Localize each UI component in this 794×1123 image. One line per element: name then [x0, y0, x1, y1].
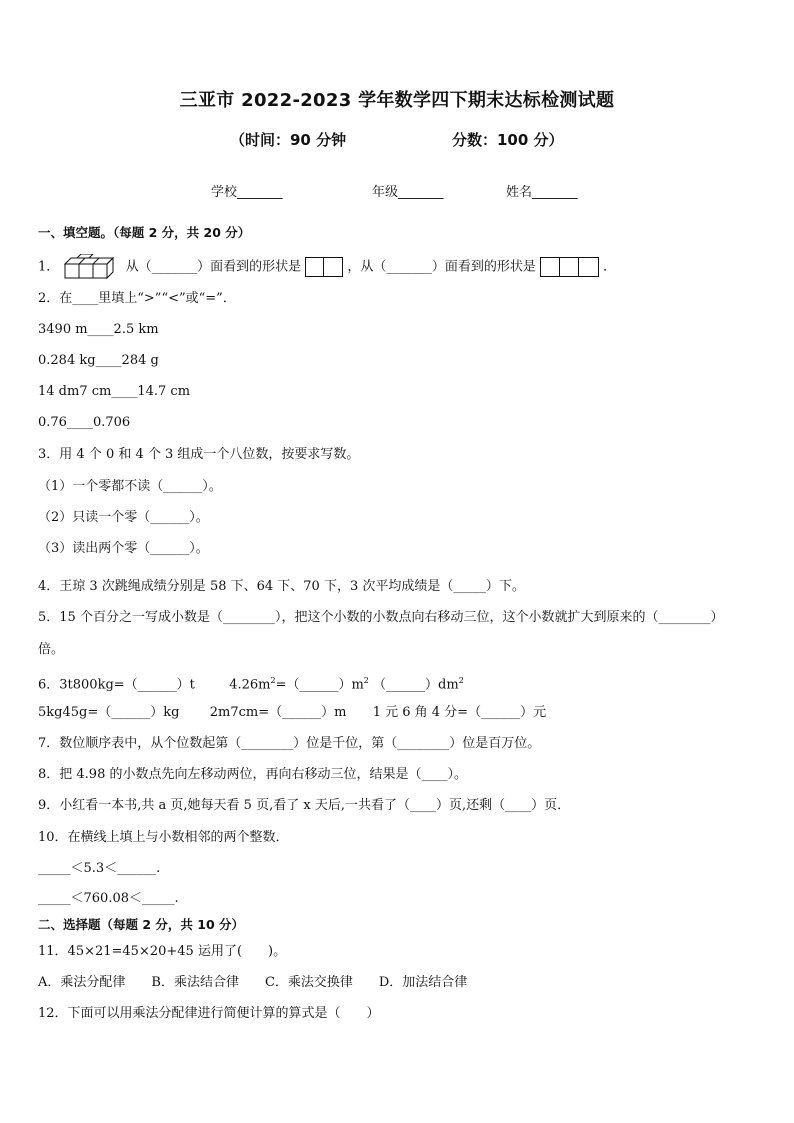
question-4: 4．王琼 3 次跳绳成绩分别是 58 下、64 下、70 下，3 次平均成绩是（_____）下。	[38, 579, 525, 594]
question-5-cont: 倍。	[38, 642, 65, 657]
exam-time: （时间：90 分钟	[230, 131, 347, 149]
exam-score: 分数：100 分）	[452, 131, 564, 149]
q1-text-c: ．	[603, 259, 617, 275]
grade-field[interactable]: 年级_______	[372, 185, 444, 200]
question-3-b: （2）只读一个零（______）。	[38, 510, 209, 525]
question-6-row1	[38, 672, 464, 694]
question-2-a: 3490 m____2.5 km	[38, 322, 159, 337]
question-2-b: 0.284 kg____284 g	[38, 353, 159, 368]
section1-heading: 一、填空题。（每题 2 分，共 20 分）	[38, 225, 251, 240]
question-2-c: 14 dm7 cm____14.7 cm	[38, 384, 191, 399]
question-7: 7．数位顺序表中，从个位数起第（________）位是千位，第（________）位是百万位。	[38, 736, 541, 751]
question-1	[38, 254, 616, 280]
q6-b1: 5kg45g=（______）kg	[38, 705, 180, 720]
question-10-b: _____＜760.08＜_____.	[38, 891, 179, 906]
three-square-shape-icon	[540, 257, 599, 277]
q6-a3: =（______）m	[275, 677, 364, 693]
q1-number: 1．	[38, 259, 60, 275]
question-3-stem: 3．用 4 个 0 和 4 个 3 组成一个八位数，按要求写数。	[38, 447, 360, 462]
q6-a2: 4.26m	[229, 677, 271, 693]
question-3-a: （1）一个零都不读（______）。	[38, 479, 222, 494]
question-11: 11．45×21=45×20+45 运用了( )。	[38, 944, 287, 959]
cube-figure-icon	[63, 254, 121, 280]
question-8: 8．把 4.98 的小数点先向左移动两位，再向右移动三位，结果是（____）。	[38, 767, 467, 782]
question-11-options: A．乘法分配律 B．乘法结合律 C．乘法交换律 D．加法结合律	[38, 975, 468, 990]
school-field[interactable]: 学校_______	[211, 185, 283, 200]
question-2-d: 0.76____0.706	[38, 415, 131, 430]
q1-text-a: 从（_______）面看到的形状是	[125, 259, 302, 275]
page-title: 三亚市 2022-2023 学年数学四下期末达标检测试题	[179, 90, 615, 111]
name-field[interactable]: 姓名_______	[506, 185, 578, 200]
question-12: 12．下面可以用乘法分配律进行简便计算的算式是（ ）	[38, 1006, 380, 1021]
section2-heading: 二、选择题（每题 2 分，共 10 分）	[38, 917, 245, 932]
q6-a1: 6．3t800kg=（______）t	[38, 677, 195, 693]
question-6-row2	[38, 704, 546, 722]
q6-a2-sup: 2	[270, 676, 276, 685]
question-5: 5．15 个百分之一写成小数是（________），把这个小数的小数点向右移动三位，这个小数就扩大到原来的（________）	[38, 610, 724, 625]
q6-b2: 2m7cm=（______）m	[209, 705, 347, 720]
question-2-stem: 2．在____里填上“>”“<”或“=”．	[38, 291, 236, 306]
q1-text-b: ，从（_______）面看到的形状是	[347, 259, 536, 275]
q6-b3: 1 元 6 角 4 分=（______）元	[372, 705, 547, 720]
question-10-a: _____＜5.3＜______.	[38, 861, 161, 876]
two-square-shape-icon	[305, 257, 343, 277]
q6-a4: （______）dm	[373, 677, 459, 693]
q6-a3-sup: 2	[363, 676, 369, 685]
question-3-c: （3）读出两个零（______）。	[38, 541, 209, 556]
q6-a4-sup: 2	[458, 676, 464, 685]
question-10-stem: 10．在横线上填上与小数相邻的两个整数．	[38, 830, 289, 845]
question-9: 9．小红看一本书,共 a 页,她每天看 5 页,看了 x 天后,一共看了（____）页,还剩（____）页．	[38, 798, 571, 813]
